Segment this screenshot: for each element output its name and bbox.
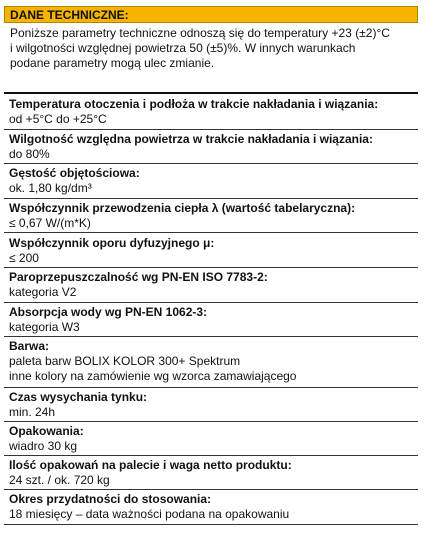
spec-label: Barwa: bbox=[9, 339, 50, 353]
spec-value: kategoria W3 bbox=[9, 320, 80, 334]
spec-value: kategoria V2 bbox=[9, 285, 77, 299]
spec-value: ≤ 0,67 W/(m*K) bbox=[9, 216, 91, 230]
spec-label: Absorpcja wody wg PN-EN 1062-3: bbox=[9, 305, 208, 319]
spec-pallet-quantity bbox=[9, 458, 414, 488]
divider bbox=[4, 198, 418, 199]
spec-label: Gęstość objętościowa: bbox=[9, 166, 140, 180]
spec-value: min. 24h bbox=[9, 405, 56, 419]
intro-line: i wilgotności względnej powietrza 50 (±5)%. W innych warunkach bbox=[10, 41, 356, 55]
intro-line: Poniższe parametry techniczne odnoszą się do temperatury +23 (±2)°C bbox=[10, 26, 390, 40]
spec-diffusion-resistance bbox=[9, 236, 414, 266]
intro-line: podane parametry mogą ulec zmianie. bbox=[10, 56, 215, 70]
spec-value: wiadro 30 kg bbox=[9, 439, 78, 453]
section-title: DANE TECHNICZNE: bbox=[10, 8, 129, 22]
spec-label: Opakowania: bbox=[9, 424, 84, 438]
divider bbox=[4, 92, 418, 94]
spec-value: 24 szt. / ok. 720 kg bbox=[9, 473, 110, 487]
spec-relative-humidity bbox=[9, 132, 414, 162]
divider bbox=[4, 129, 418, 130]
spec-thermal-conductivity bbox=[9, 201, 414, 231]
intro-paragraph bbox=[10, 26, 415, 71]
divider bbox=[4, 387, 418, 388]
spec-density bbox=[9, 166, 414, 196]
spec-value: ≤ 200 bbox=[9, 251, 39, 265]
spec-value: od +5°C do +25°C bbox=[9, 112, 107, 126]
spec-drying-time bbox=[9, 390, 414, 420]
spec-vapor-permeability bbox=[9, 270, 414, 300]
divider bbox=[4, 489, 418, 490]
divider bbox=[4, 267, 418, 268]
spec-label: Wilgotność względna powietrza w trakcie nakładania i wiązania: bbox=[9, 132, 373, 146]
spec-label: Paroprzepuszczalność wg PN-EN ISO 7783-2: bbox=[9, 270, 268, 284]
spec-label: Współczynnik oporu dyfuzyjnego μ: bbox=[9, 236, 215, 250]
spec-value: paleta barw BOLIX KOLOR 300+ Spektrum bbox=[9, 354, 241, 368]
divider bbox=[4, 232, 418, 233]
divider bbox=[4, 421, 418, 422]
spec-label: Okres przydatności do stosowania: bbox=[9, 492, 212, 506]
divider bbox=[4, 455, 418, 456]
divider bbox=[4, 336, 418, 337]
spec-label: Ilość opakowań na palecie i waga netto produktu: bbox=[9, 458, 292, 472]
section-header bbox=[4, 6, 418, 23]
divider bbox=[4, 163, 418, 164]
spec-shelf-life bbox=[9, 492, 414, 522]
spec-label: Temperatura otoczenia i podłoża w trakcie nakładania i wiązania: bbox=[9, 97, 379, 111]
spec-value: ok. 1,80 kg/dm³ bbox=[9, 181, 92, 195]
spec-water-absorption bbox=[9, 305, 414, 335]
divider bbox=[4, 302, 418, 303]
spec-label: Czas wysychania tynku: bbox=[9, 390, 148, 404]
divider bbox=[4, 524, 418, 525]
spec-color bbox=[9, 339, 414, 384]
spec-value: inne kolory na zamówienie wg wzorca zamawiającego bbox=[9, 369, 297, 383]
spec-packaging bbox=[9, 424, 414, 454]
spec-ambient-temperature bbox=[9, 97, 414, 127]
spec-value: do 80% bbox=[9, 147, 50, 161]
spec-value: 18 miesięcy – data ważności podana na opakowaniu bbox=[9, 507, 290, 521]
spec-label: Współczynnik przewodzenia ciepła λ (wartość tabelaryczna): bbox=[9, 201, 356, 215]
